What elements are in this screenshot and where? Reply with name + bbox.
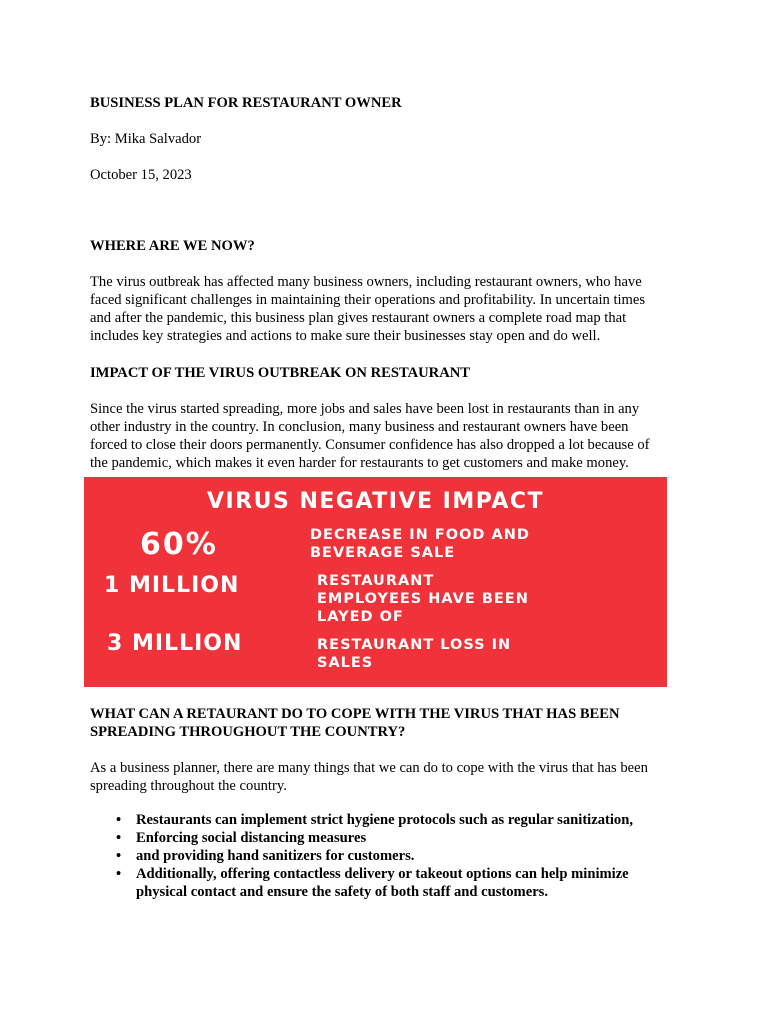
paragraph-line: and after the pandemic, this business plan gives restaurant owners a complete road map that <box>90 310 627 326</box>
stat-desc-line: RESTAURANT <box>317 573 435 589</box>
section-heading-impact: IMPACT OF THE VIRUS OUTBREAK ON RESTAURANT <box>90 365 471 381</box>
paragraph-line: The virus outbreak has affected many business owners, including restaurant owners, who have <box>90 274 642 290</box>
paragraph-line: includes key strategies and actions to make sure their businesses stay open and do well. <box>90 328 601 344</box>
banner-title: VIRUS NEGATIVE IMPACT <box>206 489 545 514</box>
stat-value-sales-loss: 3 MILLION <box>107 631 243 656</box>
paragraph-line: faced significant challenges in maintaining their operations and profitability. In uncertain times <box>90 292 646 308</box>
stat-desc-line: LAYED OF <box>317 609 404 625</box>
paragraph-line: forced to close their doors permanently. Consumer confidence has also dropped a lot because of <box>90 437 650 453</box>
document-title: BUSINESS PLAN FOR RESTAURANT OWNER <box>90 95 402 111</box>
paragraph-line: the pandemic, which makes it even harder for restaurants to get customers and make money. <box>90 455 629 471</box>
list-item <box>90 865 690 901</box>
stat-desc-employees-laid-off <box>317 572 529 626</box>
heading-line: WHAT CAN A RETAURANT DO TO COPE WITH THE VIRUS THAT HAS BEEN <box>90 706 620 722</box>
list-item-text: Restaurants can implement strict hygiene protocols such as regular sanitization, <box>136 812 633 828</box>
paragraph-line: other industry in the country. In conclusion, many business and restaurant owners have been <box>90 419 629 435</box>
list-item-text: and providing hand sanitizers for customers. <box>136 848 415 864</box>
stat-value-employees-laid-off: 1 MILLION <box>104 573 240 598</box>
stat-desc-line: SALES <box>317 655 374 671</box>
virus-impact-banner <box>84 477 667 687</box>
paragraph-impact <box>90 400 680 472</box>
list-item <box>90 829 690 847</box>
paragraph-line: Since the virus started spreading, more jobs and sales have been lost in restaurants than in any <box>90 401 640 417</box>
list-item-text: Additionally, offering contactless delivery or takeout options can help minimize <box>136 866 629 882</box>
section-heading-where-are-we-now: WHERE ARE WE NOW? <box>90 238 255 254</box>
list-item <box>90 847 690 865</box>
bullet-icon: • <box>116 812 122 828</box>
list-item-text: physical contact and ensure the safety of both staff and customers. <box>136 884 548 900</box>
paragraph-line: spreading throughout the country. <box>90 778 287 794</box>
stat-desc-line: DECREASE IN FOOD AND <box>310 527 530 543</box>
section-heading-cope <box>90 705 680 741</box>
date-line: October 15, 2023 <box>90 167 192 183</box>
paragraph-where-are-we-now <box>90 273 680 345</box>
stat-desc-sales-loss <box>317 636 511 672</box>
paragraph-cope <box>90 759 680 795</box>
bullet-icon: • <box>116 848 122 864</box>
stat-value-sales-decrease: 60% <box>140 527 218 562</box>
bullet-icon: • <box>116 830 122 846</box>
stat-desc-sales-decrease <box>310 526 530 562</box>
author-line: By: Mika Salvador <box>90 131 202 147</box>
stat-desc-line: RESTAURANT LOSS IN <box>317 637 512 653</box>
list-item <box>90 811 690 829</box>
bullet-icon: • <box>116 866 122 882</box>
stat-desc-line: EMPLOYEES HAVE BEEN <box>317 591 529 607</box>
stat-desc-line: BEVERAGE SALE <box>310 545 456 561</box>
cope-bullet-list <box>90 811 690 901</box>
list-item-text: Enforcing social distancing measures <box>136 830 367 846</box>
heading-line: SPREADING THROUGHOUT THE COUNTRY? <box>90 724 406 740</box>
paragraph-line: As a business planner, there are many things that we can do to cope with the virus that has been <box>90 760 648 776</box>
